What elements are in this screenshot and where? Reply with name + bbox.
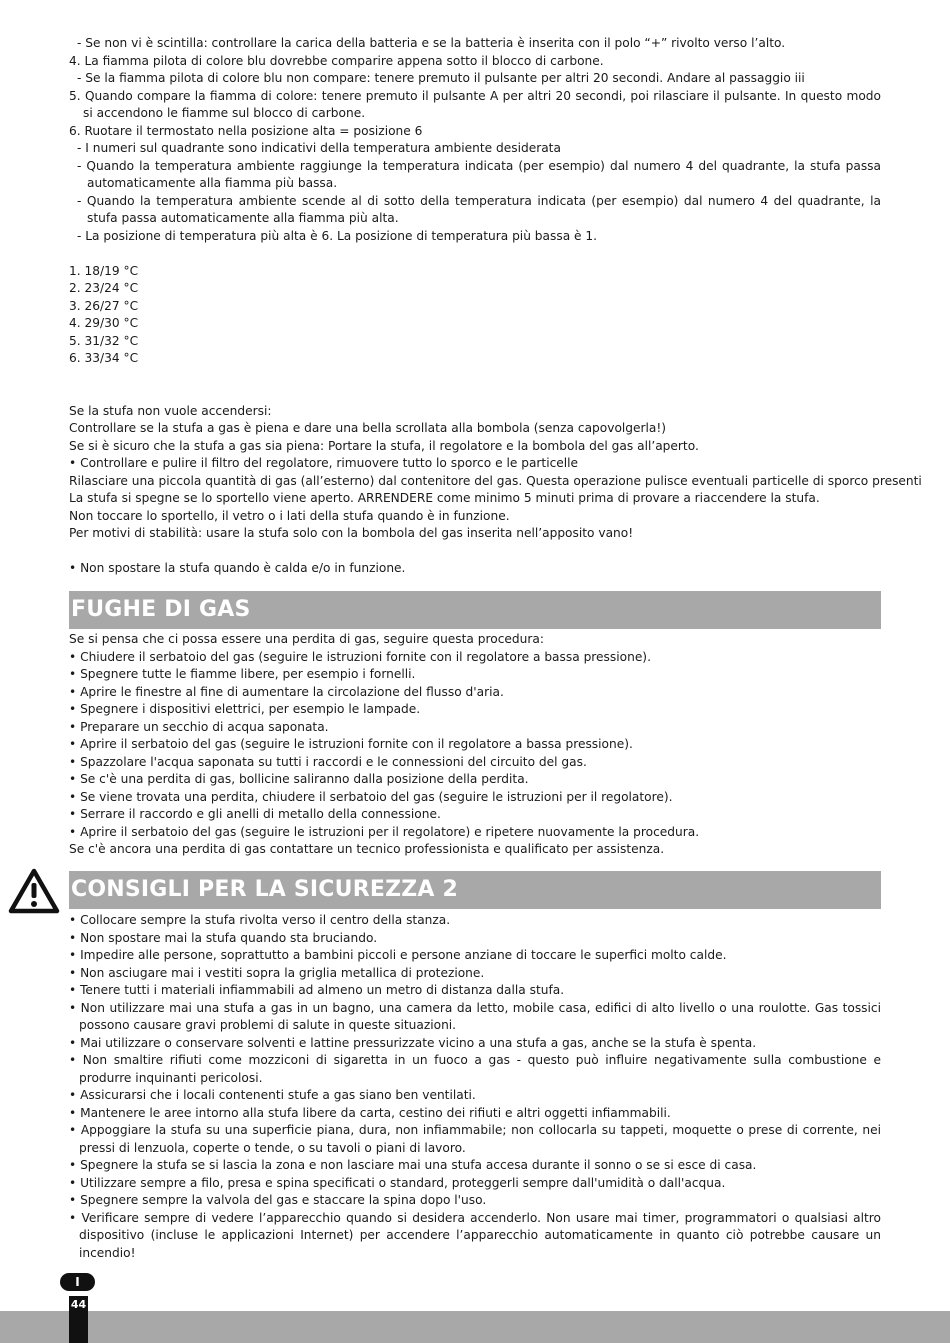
instructions-block [69,35,922,578]
list-item: • Spegnere la stufa se si lascia la zona e non lasciare mai una stufa accesa durante il sonno o se si esce di casa. [69,1158,757,1172]
list-item: • Spegnere tutte le fiamme libere, per esempio i fornelli. [69,667,416,681]
list-item: • Appoggiare la stufa su una superficie piana, dura, non infiammabile; non collocarla su tappeti, moquette o prese di corrente, nei pressi di lenzuola, coperte o tende, o su tavoli o piani di lavoro. [69,1123,881,1155]
instruction-step: 5. Quando compare la fiamma di colore: tenere premuto il pulsante A per altri 20 secondi, poi rilasciare il pulsante. In questo modo si accendono le fiamme sul blocco di carbone. [69,88,881,120]
troubleshoot-line: Se si è sicuro che la stufa a gas sia piena: Portare la stufa, il regolatore e la bombola del gas all’aperto. [69,438,699,453]
list-item: • Spegnere i dispositivi elettrici, per esempio le lampade. [69,702,421,716]
list-item: • Impedire alle persone, soprattutto a bambini piccoli e persone anziane di toccare le superfici molto calde. [69,948,727,962]
section-outro: Se c'è ancora una perdita di gas contattare un tecnico professionista e qualificato per assistenza. [69,842,665,856]
instruction-line: - Se non vi è scintilla: controllare la carica della batteria e se la batteria è inserita con il polo “+” rivolto verso l’alto. [77,36,786,50]
instruction-line: - La posizione di temperatura più alta è 6. La posizione di temperatura più bassa è 1. [77,228,598,243]
page-number: 44 [70,1298,87,1311]
instruction-step: 6. Ruotare il termostato nella posizione alta = posizione 6 [69,123,423,138]
troubleshoot-line: Per motivi di stabilità: usare la stufa solo con la bombola del gas inserita nell’apposito vano! [69,526,634,540]
list-item: • Spazzolare l'acqua saponata su tutti i raccordi e le connessioni del circuito del gas. [69,754,587,769]
troubleshoot-line: Controllare se la stufa a gas è piena e dare una bella scrollata alla bombola (senza capovolgerla!) [69,421,667,435]
section-title: FUGHE DI GAS [69,591,881,629]
list-item: • Se c'è una perdita di gas, bollicine saliranno dalla posizione della perdita. [69,772,529,786]
list-item: • Non spostare mai la stufa quando sta bruciando. [69,930,378,945]
language-badge: I [60,1273,95,1291]
troubleshoot-line: Rilasciare una piccola quantità di gas (all’esterno) dal contenitore del gas. Questa operazione pulisce eventuali particelle di sporco presenti [69,473,922,488]
list-item: • Spegnere sempre la valvola del gas e staccare la spina dopo l'uso. [69,1193,487,1207]
list-item: • Mantenere le aree intorno alla stufa libere da carta, cestino dei rifiuti e altri oggetti infiammabili. [69,1105,671,1120]
list-item: • Aprire il serbatoio del gas (seguire le istruzioni per il regolatore) e ripetere nuovamente la procedura. [69,824,700,839]
troubleshoot-line: • Controllare e pulire il filtro del regolatore, rimuovere tutto lo sporco e le particelle [69,456,579,470]
list-item: • Preparare un secchio di acqua saponata. [69,719,329,734]
list-item: • Tenere tutti i materiali infiammabili ad almeno un metro di distanza dalla stufa. [69,983,565,997]
temperature-list [69,263,881,368]
warning-triangle-icon [8,868,60,914]
section-intro: Se si pensa che ci possa essere una perdita di gas, seguire questa procedura: [69,632,544,646]
safety-section [69,871,881,1262]
troubleshoot-line: La stufa si spegne se lo sportello viene aperto. ARRENDERE come minimo 5 minuti prima di provare a riaccendere la stufa. [69,491,820,505]
instruction-line: - Quando la temperatura ambiente scende al di sotto della temperatura indicata (per esempio) dal numero 4 del quadrante, la stufa passa automaticamente alla fiamma più alta. [77,193,881,225]
list-item: • Se viene trovata una perdita, chiudere il serbatoio del gas (seguire le istruzioni per il regolatore). [69,789,673,804]
warning-note: • Non spostare la stufa quando è calda e/o in funzione. [69,561,406,575]
instruction-step: 4. La fiamma pilota di colore blu dovrebbe comparire appena sotto il blocco di carbone. [69,53,604,68]
troubleshooting [69,403,922,543]
list-item: • Chiudere il serbatoio del gas (seguire le istruzioni fornite con il regolatore a bassa pressione). [69,649,651,664]
list-item: • Non smaltire rifiuti come mozziconi di sigaretta in un fuoco a gas - questo può influire negativamente sulla combustione e produrre inquinanti pericolosi. [69,1053,881,1085]
gas-leaks-section [69,591,881,859]
list-item: • Aprire il serbatoio del gas (seguire le istruzioni fornite con il regolatore a bassa pressione). [69,737,633,751]
list-item: • Collocare sempre la stufa rivolta verso il centro della stanza. [69,913,451,927]
temperature-item: 1. 18/19 °C [69,263,139,278]
instruction-line: - I numeri sul quadrante sono indicativi della temperatura ambiente desiderata [77,141,561,155]
instruction-line: - Se la fiamma pilota di colore blu non compare: tenere premuto il pulsante per altri 20 secondi. Andare al passaggio iii [77,71,805,85]
temperature-item: 5. 31/32 °C [69,333,139,348]
list-item: • Mai utilizzare o conservare solventi e lattine pressurizzate vicino a una stufa a gas, anche se la stufa è spenta. [69,1035,757,1050]
section-title: CONSIGLI PER LA SICUREZZA 2 [69,871,881,909]
list-item: • Aprire le finestre al fine di aumentare la circolazione del flusso d'aria. [69,684,504,699]
footer-band [0,1311,950,1343]
list-item: • Non utilizzare mai una stufa a gas in un bagno, una camera da letto, mobile casa, edifici di alto livello o una roulotte. Gas tossici possono causare gravi problemi di salute in queste situazioni. [69,1000,881,1032]
list-item: • Assicurarsi che i locali contenenti stufe a gas siano ben ventilati. [69,1088,476,1102]
list-item: • Utilizzare sempre a filo, presa e spina specificati o standard, proteggerli sempre dall'umidità o dall'acqua. [69,1175,726,1190]
list-item: • Serrare il raccordo e gli anelli di metallo della connessione. [69,807,441,821]
instruction-line: - Quando la temperatura ambiente raggiunge la temperatura indicata (per esempio) dal numero 4 del quadrante, la stufa passa automaticamente alla fiamma più bassa. [77,158,881,190]
temperature-item: 4. 29/30 °C [69,316,139,330]
list-item: • Non asciugare mai i vestiti sopra la griglia metallica di protezione. [69,965,485,980]
list-item: • Verificare sempre di vedere l’apparecchio quando si desidera accenderlo. Non usare mai timer, programmatori o qualsiasi altro dispositivo (incluse le applicazioni Internet) per accendere l’apparecchio automaticamente in quanto ciò potrebbe causare un incendio! [69,1210,881,1260]
temperature-item: 6. 33/34 °C [69,351,139,365]
troubleshoot-line: Se la stufa non vuole accendersi: [69,403,272,418]
temperature-item: 3. 26/27 °C [69,298,139,313]
troubleshoot-line: Non toccare lo sportello, il vetro o i lati della stufa quando è in funzione. [69,508,510,523]
temperature-item: 2. 23/24 °C [69,281,139,295]
